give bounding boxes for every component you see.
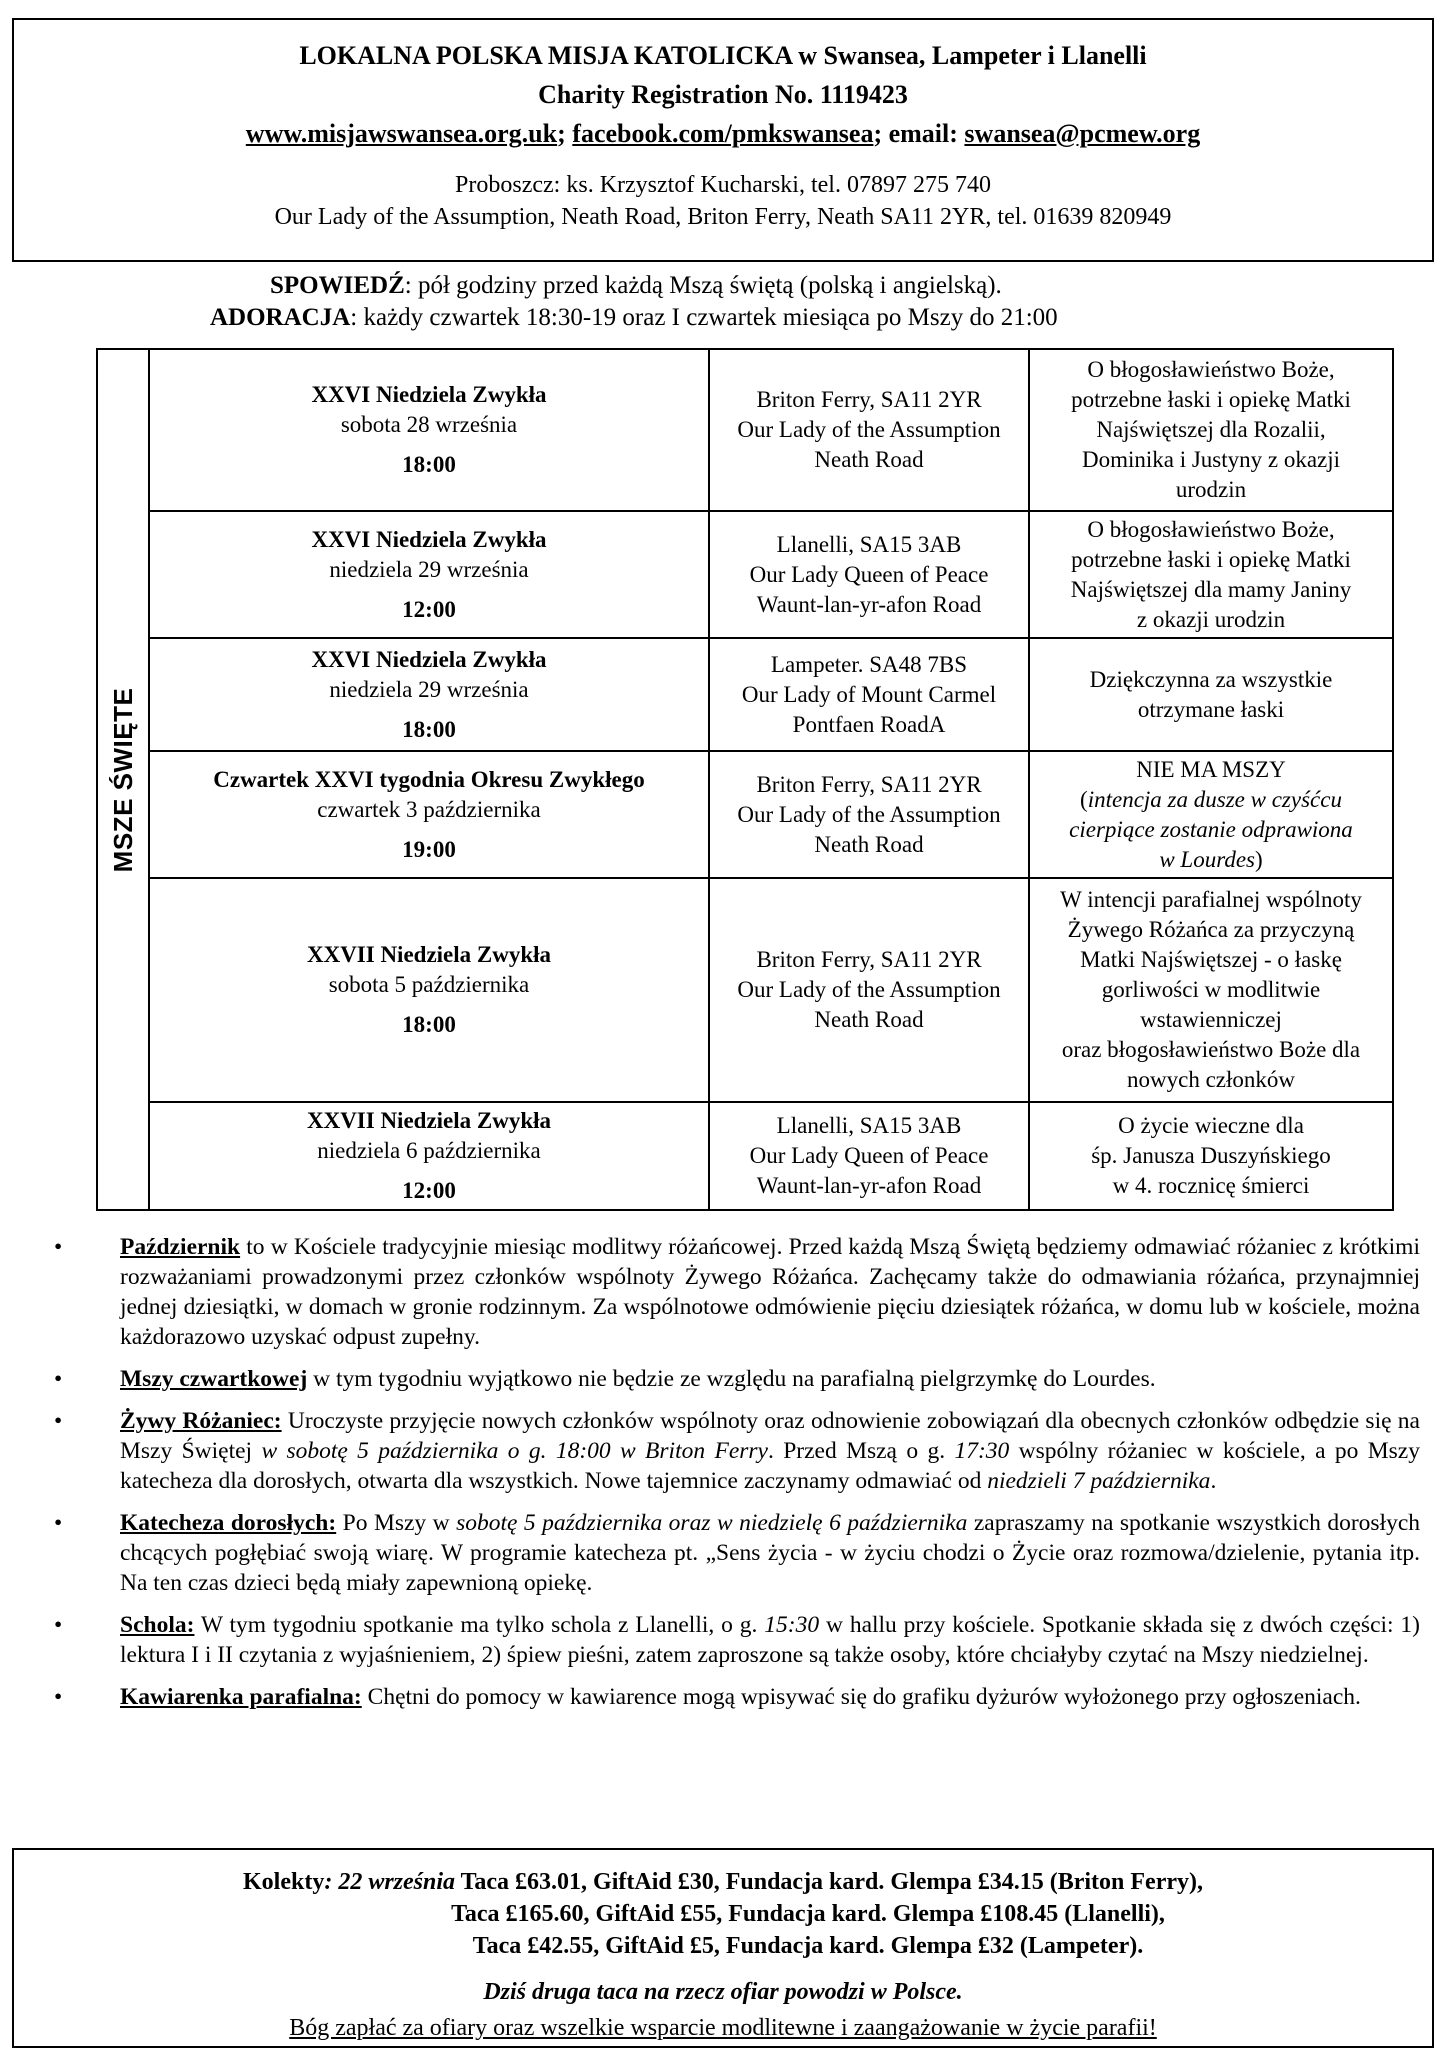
- intention-line: Najświętszej dla Rozalii,: [1096, 417, 1326, 442]
- intention-italic: cierpiące zostanie odprawiona: [1069, 816, 1353, 842]
- announcement-text: wspólny różaniec w kościele, a po Mszy katecheza dla dorosłych, otwarta dla wszystkich. Nowe tajemnice zaczynamy odmawiać od: [120, 1438, 1420, 1494]
- announcement-label: Katecheza dorosłych:: [120, 1510, 337, 1536]
- announcement-label: Żywy Różaniec:: [120, 1408, 282, 1434]
- mass-intention-cell: [1029, 878, 1393, 1102]
- intention-italic: w Lourdes: [1159, 846, 1255, 872]
- mass-info-cell: [149, 1102, 709, 1210]
- mass-location-cell: [709, 1102, 1029, 1210]
- confession-block: [0, 270, 1456, 334]
- announcement-catechesis: [0, 1508, 1456, 1598]
- announcement-thursday-mass: [0, 1364, 1456, 1394]
- announcement-label: Mszy czwartkowej: [120, 1366, 308, 1392]
- mass-time: 12:00: [402, 1178, 456, 1203]
- side-label-cell: [97, 349, 149, 1210]
- mass-date: niedziela 29 września: [329, 556, 529, 582]
- bullet: •: [54, 1408, 63, 1434]
- intention-line: urodzin: [1175, 477, 1247, 502]
- mass-location-cell: [709, 878, 1029, 1102]
- announcement-text: W tym tygodniu spotkanie ma tylko schola z Llanelli, o g.: [194, 1612, 765, 1638]
- mass-row: [97, 1102, 1393, 1210]
- intention-line: O błogosławieństwo Boże,: [1087, 357, 1335, 382]
- bullet: •: [54, 1366, 63, 1392]
- parish-address: Our Lady of the Assumption, Neath Road, Briton Ferry, Neath SA11 2YR, tel. 01639 820949: [274, 204, 1172, 230]
- intention-line: NIE MA MSZY: [1136, 756, 1286, 782]
- announcement-italic: 15:30: [764, 1612, 820, 1638]
- charity-registration: Charity Registration No. 1119423: [538, 80, 908, 109]
- mass-intention-cell: [1029, 511, 1393, 638]
- intention-italic: intencja za dusze w czyśćcu: [1087, 786, 1342, 812]
- location-line: Neath Road: [814, 831, 924, 857]
- announcement-italic: sobotę 5 października oraz w niedzielę 6 października: [456, 1510, 968, 1536]
- website-link[interactable]: www.misjawswansea.org.uk: [245, 119, 558, 148]
- confession-line: [0, 270, 1456, 302]
- mass-location-cell: [709, 511, 1029, 638]
- side-label: MSZE ŚWIĘTE: [108, 687, 138, 872]
- mass-time: 18:00: [402, 452, 456, 477]
- location-line: Waunt-lan-yr-afon Road: [756, 1173, 982, 1198]
- intention-line: Matki Najświętszej - o łaskę: [1080, 947, 1342, 972]
- announcements-list: [0, 1232, 1456, 1724]
- mass-title: XXVI Niedziela Zwykła: [311, 526, 547, 552]
- adoration-line: [0, 302, 1456, 334]
- location-line: Llanelli, SA15 3AB: [776, 1113, 962, 1138]
- collection-label: Kolekty: [243, 1869, 325, 1895]
- special-collection: Dziś druga taca na rzecz ofiar powodzi w Polsce.: [483, 1979, 963, 2005]
- collection-llanelli: Taca £165.60, GiftAid £55, Fundacja kard. Glempa £108.45 (Llanelli),: [451, 1901, 1165, 1927]
- announcement-italic: w sobotę 5 października o g. 18:00 w Briton Ferry: [261, 1438, 768, 1464]
- facebook-link[interactable]: facebook.com/pmkswansea: [572, 119, 874, 148]
- email-link[interactable]: swansea@pcmew.org: [964, 119, 1201, 148]
- announcement-living-rosary: [0, 1406, 1456, 1496]
- location-line: Pontfaen RoadA: [792, 711, 946, 737]
- announcement-schola: [0, 1610, 1456, 1670]
- announcement-label: Październik: [120, 1234, 241, 1260]
- mass-date: niedziela 6 października: [317, 1138, 541, 1163]
- contact-separator-2: ; email:: [873, 119, 965, 148]
- location-line: Our Lady of the Assumption: [737, 801, 1001, 827]
- mass-time: 19:00: [402, 836, 456, 862]
- bullet: •: [54, 1684, 63, 1710]
- announcement-text: . Przed Mszą o g.: [767, 1438, 955, 1464]
- intention-line: W intencji parafialnej wspólnoty: [1060, 887, 1362, 912]
- mass-info-cell: [149, 349, 709, 511]
- intention-line: wstawienniczej: [1140, 1007, 1282, 1032]
- mass-time: 12:00: [402, 596, 456, 622]
- intention-line: O życie wieczne dla: [1118, 1113, 1304, 1138]
- mass-title: XXVI Niedziela Zwykła: [311, 646, 547, 672]
- intention-line: w Lourdes): [1159, 846, 1263, 872]
- intention-line: potrzebne łaski i opiekę Matki: [1071, 546, 1351, 572]
- collection-date: : 22 września: [324, 1869, 456, 1895]
- collections-box: [12, 1848, 1434, 2048]
- mass-title: XXVII Niedziela Zwykła: [306, 1108, 552, 1133]
- announcement-text: Chętni do pomocy w kawiarence mogą wpisywać się do grafiku dyżurów wyłożonego przy ogłoszeniach.: [361, 1684, 1361, 1710]
- intention-line: Dominika i Justyny z okazji: [1081, 447, 1341, 472]
- mass-date: czwartek 3 października: [317, 796, 541, 822]
- announcement-label: Kawiarenka parafialna:: [120, 1684, 362, 1710]
- mass-row: [97, 751, 1393, 878]
- location-line: Neath Road: [814, 447, 924, 472]
- mass-intention-cell: [1029, 638, 1393, 751]
- announcement-label: Schola:: [120, 1612, 195, 1638]
- mass-time: 18:00: [402, 716, 456, 742]
- mass-title: XXVII Niedziela Zwykła: [306, 942, 552, 967]
- location-line: Our Lady Queen of Peace: [749, 1143, 989, 1168]
- intention-line: potrzebne łaski i opiekę Matki: [1071, 387, 1351, 412]
- intention-line: O błogosławieństwo Boże,: [1087, 516, 1335, 542]
- mass-row: [97, 638, 1393, 751]
- collection-lampeter: Taca £42.55, GiftAid £5, Fundacja kard. Glempa £32 (Lampeter).: [472, 1933, 1144, 1959]
- intention-line: z okazji urodzin: [1136, 606, 1286, 632]
- mass-title: Czwartek XXVI tygodnia Okresu Zwykłego: [213, 766, 645, 792]
- intention-line: [1034, 815, 1388, 845]
- header-box: [12, 18, 1434, 262]
- location-line: Our Lady of the Assumption: [737, 977, 1001, 1002]
- location-line: Our Lady Queen of Peace: [749, 561, 989, 587]
- mass-date: sobota 28 września: [340, 412, 518, 437]
- mass-intention-cell: [1029, 349, 1393, 511]
- location-line: Waunt-lan-yr-afon Road: [756, 591, 982, 617]
- location-line: Neath Road: [814, 1007, 924, 1032]
- announcement-italic: niedzieli 7 października: [987, 1468, 1211, 1494]
- mass-row: [97, 349, 1393, 511]
- mass-location-cell: [709, 751, 1029, 878]
- bullet: •: [54, 1510, 63, 1536]
- mass-title: XXVI Niedziela Zwykła: [311, 382, 547, 407]
- announcement-text: zapraszamy na spotkanie wszystkich dorosłych chcących pogłębiać swoją wiarę. W programie katecheza pt. „Sens życia - w życiu chodzi o Życie oraz rozmowa/dzielenie, pytania itp. Na ten czas dzieci będą miały zapewnioną opiekę.: [120, 1510, 1420, 1596]
- thanks-line: Bóg zapłać za ofiary oraz wszelkie wsparcie modlitewne i zaangażowanie w życie parafii!: [289, 2015, 1157, 2041]
- bullet: •: [54, 1612, 63, 1638]
- contact-line: [14, 114, 1432, 153]
- announcement-text: to w Kościele tradycyjnie miesiąc modlitwy różańcowej. Przed każdą Mszą Świętą będziemy odmawiać różaniec z krótkimi rozważaniami prowadzonymi przez członków wspólnoty Żywego Różańca. Zachęcamy także do odmawiania różańca, przynajmniej jednej dziesiątki, w domach w gronie rodzinnym. Za wspólnotowe odmówienie pięciu dziesiątek różańca, w domu lub w kościele, można każdorazowo uzyskać odpust zupełny.: [120, 1234, 1420, 1350]
- announcement-text: Po Mszy w: [336, 1510, 457, 1536]
- mass-info-cell: [149, 511, 709, 638]
- mass-intention-cell: [1029, 1102, 1393, 1210]
- mass-schedule-table: [96, 348, 1394, 1211]
- mass-info-cell: [149, 638, 709, 751]
- mass-time: 18:00: [402, 1012, 456, 1037]
- location-line: Briton Ferry, SA11 2YR: [756, 947, 982, 972]
- intention-line: Najświętszej dla mamy Janiny: [1070, 576, 1352, 602]
- mass-info-cell: [149, 751, 709, 878]
- mass-row: [97, 878, 1393, 1102]
- intention-line: otrzymane łaski: [1137, 696, 1285, 722]
- mission-name: LOKALNA POLSKA MISJA KATOLICKA w Swansea, Lampeter i Llanelli: [299, 41, 1147, 70]
- location-line: Briton Ferry, SA11 2YR: [756, 387, 982, 412]
- bullet: •: [54, 1234, 63, 1260]
- mass-row: [97, 511, 1393, 638]
- contact-separator-1: ;: [557, 119, 566, 148]
- announcement-cafe: [0, 1682, 1456, 1712]
- intention-line: (intencja za dusze w czyśćcu: [1080, 786, 1342, 812]
- announcement-text: Uroczyste przyjęcie nowych członków wspólnoty oraz odnowienie zobowiązań dla obecnych członków odbędzie się na Mszy Świętej: [120, 1408, 1420, 1464]
- location-line: Our Lady of Mount Carmel: [741, 681, 997, 707]
- announcement-text: w hallu przy kościele. Spotkanie składa się z dwóch części: 1) lektura I i II czytania z wyjaśnieniem, 2) śpiew pieśni, zatem zaproszone są także osoby, które chciałyby czytać na Mszy niedzielnej.: [120, 1612, 1421, 1668]
- intention-line: oraz błogosławieństwo Boże dla: [1061, 1037, 1361, 1062]
- intention-line: nowych członków: [1127, 1067, 1295, 1092]
- confession-label: SPOWIEDŹ: [270, 272, 405, 299]
- mass-intention-cell: [1029, 751, 1393, 878]
- intention-line: Żywego Różańca za przyczyną: [1067, 917, 1355, 942]
- adoration-text: : każdy czwartek 18:30-19 oraz I czwartek miesiąca po Mszy do 21:00: [350, 304, 1058, 331]
- collection-line: [14, 1866, 1432, 1898]
- announcement-october: [0, 1232, 1456, 1352]
- location-line: Llanelli, SA15 3AB: [776, 531, 962, 557]
- mass-date: sobota 5 października: [328, 972, 530, 997]
- location-line: Briton Ferry, SA11 2YR: [756, 771, 982, 797]
- intention-line: śp. Janusza Duszyńskiego: [1091, 1143, 1331, 1168]
- mass-date: niedziela 29 września: [329, 676, 529, 702]
- mass-location-cell: [709, 349, 1029, 511]
- announcement-italic: 17:30: [954, 1438, 1010, 1464]
- intention-line: w 4. rocznicę śmierci: [1112, 1173, 1310, 1198]
- confession-text: : pół godziny przed każdą Mszą świętą (polską i angielską).: [404, 272, 1002, 299]
- mass-info-cell: [149, 878, 709, 1102]
- mass-location-cell: [709, 638, 1029, 751]
- intention-line: gorliwości w modlitwie: [1101, 977, 1321, 1002]
- location-line: Our Lady of the Assumption: [737, 417, 1001, 442]
- adoration-label: ADORACJA: [210, 304, 351, 331]
- intention-line: Dziękczynna za wszystkie: [1089, 666, 1333, 692]
- collection-briton-ferry: Taca £63.01, GiftAid £30, Fundacja kard. Glempa £34.15 (Briton Ferry),: [455, 1869, 1203, 1895]
- announcement-text: .: [1210, 1468, 1217, 1494]
- priest-info: Proboszcz: ks. Krzysztof Kucharski, tel. 07897 275 740: [455, 172, 991, 198]
- announcement-text: w tym tygodniu wyjątkowo nie będzie ze względu na parafialną pielgrzymkę do Lourdes.: [307, 1366, 1156, 1392]
- location-line: Lampeter. SA48 7BS: [770, 651, 968, 677]
